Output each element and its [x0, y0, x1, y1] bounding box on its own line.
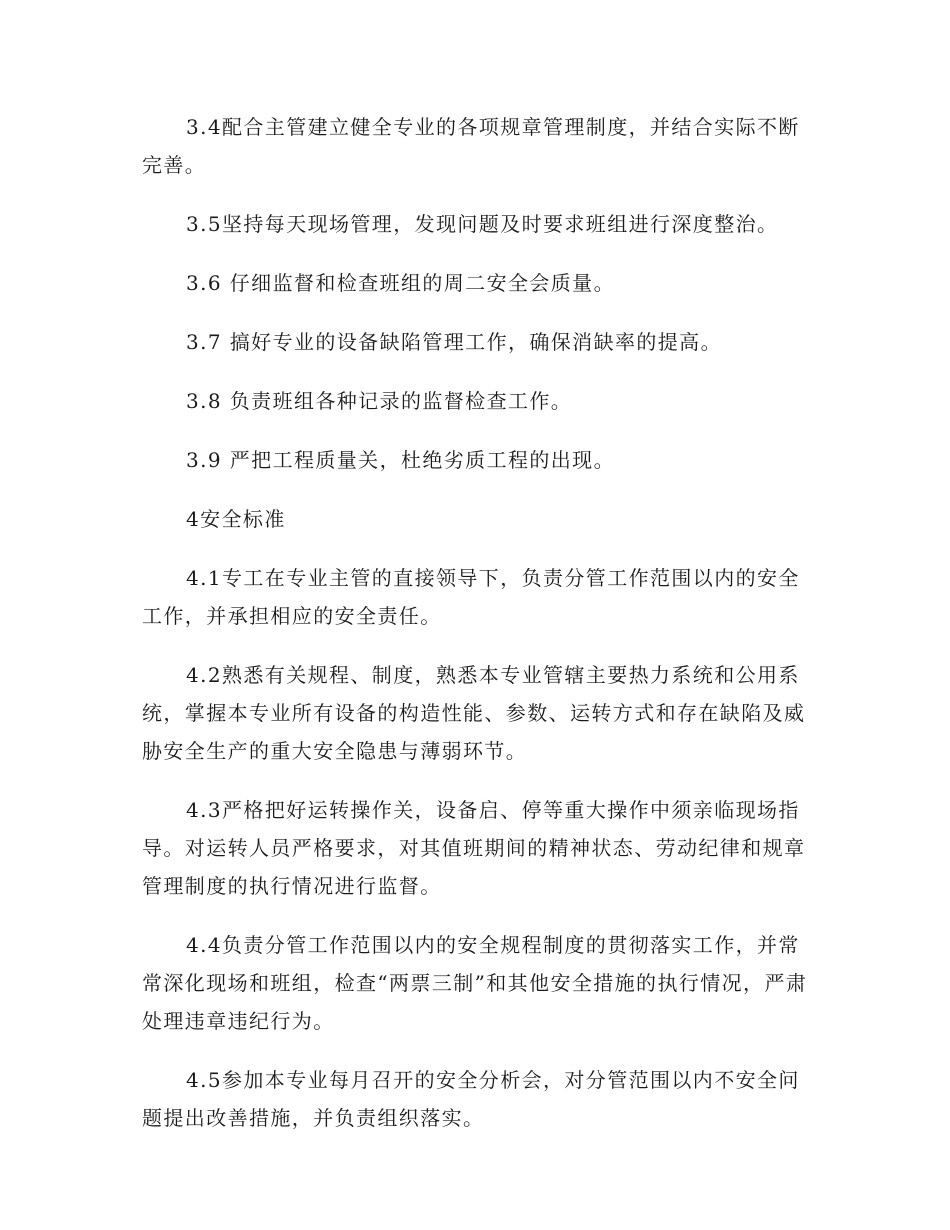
paragraph-4-4: 4.4负责分管工作范围以内的安全规程制度的贯彻落实工作，并常常深化现场和班组，检查“两票三制”和其他安全措施的执行情况，严肃处理违章违纪行为。: [142, 933, 808, 1033]
paragraph-4-1: 4.1专工在专业主管的直接领导下，负责分管工作范围以内的安全工作，并承担相应的安全责任。: [142, 566, 800, 628]
paragraph-3-7: 3.7 搞好专业的设备缺陷管理工作，确保消缺率的提高。: [186, 330, 722, 354]
document-body: [142, 108, 810, 1158]
paragraph-3-6: 3.6 仔细监督和检查班组的周二安全会质量。: [186, 271, 615, 295]
paragraph-3-8: 3.8 负责班组各种记录的监督检查工作。: [186, 389, 573, 413]
paragraph-3-4: 3.4配合主管建立健全专业的各项规章管理制度，并结合实际不断完善。: [142, 115, 800, 177]
paragraph-4-5: 4.5参加本专业每月召开的安全分析会，对分管范围以内不安全问题提出改善措施，并负责组织落实。: [142, 1068, 800, 1130]
paragraph-4-2: 4.2熟悉有关规程、制度，熟悉本专业管辖主要热力系统和公用系统，掌握本专业所有设备的构造性能、参数、运转方式和存在缺陷及威胁安全生产的重大安全隐患与薄弱环节。: [142, 663, 806, 763]
paragraph-3-5: 3.5坚持每天现场管理，发现问题及时要求班组进行深度整治。: [186, 212, 779, 236]
section-heading-4: 4安全标准: [186, 507, 286, 531]
paragraph-4-3: 4.3严格把好运转操作关，设备启、停等重大操作中须亲临现场指导。对运转人员严格要求，对其值班期间的精神状态、劳动纪律和规章管理制度的执行情况进行监督。: [142, 798, 806, 898]
paragraph-3-9: 3.9 严把工程质量关，杜绝劣质工程的出现。: [186, 448, 615, 472]
